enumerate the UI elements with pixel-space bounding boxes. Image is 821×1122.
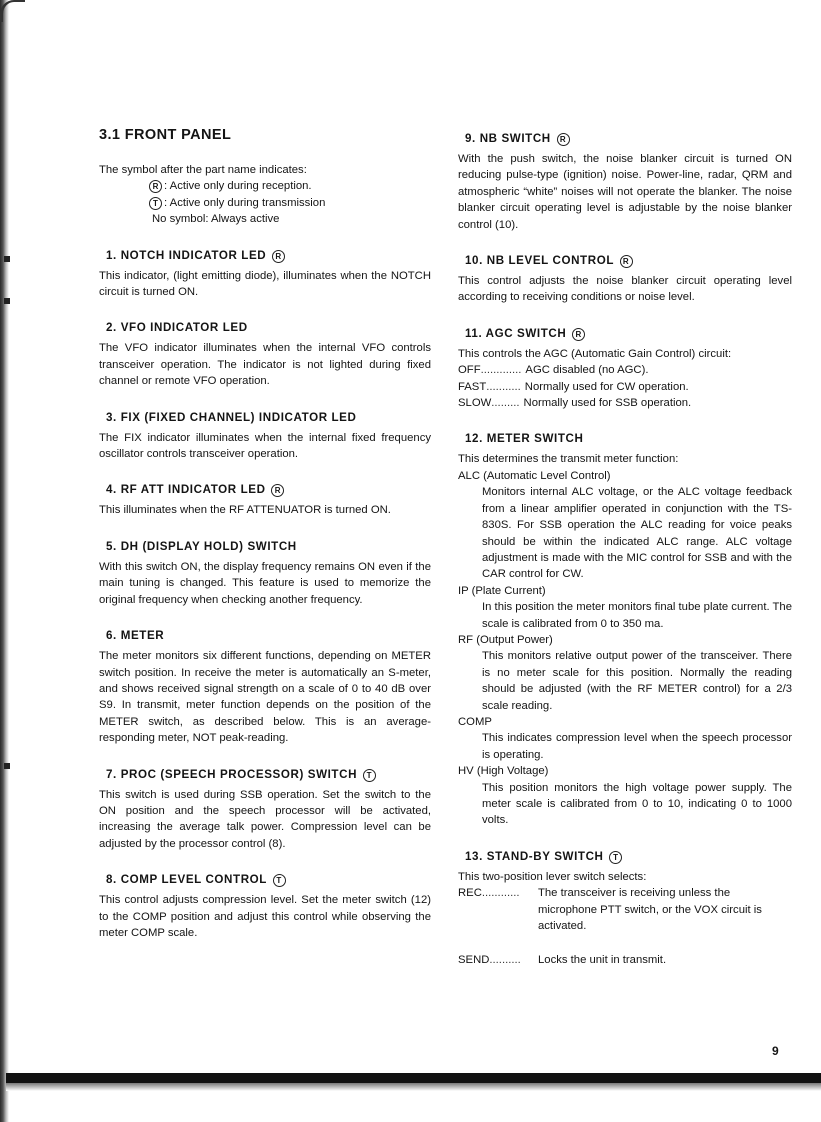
transmit-symbol-icon: T [363, 769, 376, 782]
section-heading: 4. RF ATT INDICATOR LED R [99, 482, 431, 498]
section-heading: 8. COMP LEVEL CONTROL T [99, 872, 431, 888]
scan-margin-mark [4, 298, 10, 304]
section-heading: 11. AGC SWITCH R [458, 326, 792, 342]
section-heading: 5. DH (DISPLAY HOLD) SWITCH [106, 539, 297, 553]
meter-mode-name: RF (Output Power) [458, 633, 553, 646]
meter-mode-text: Monitors internal ALC voltage, or the ALC voltage feedback from a linear amplifier operated in conjunction with the TS-830S. For SSB operation the ALC reading for voice peaks should be within the indicated ALC range. ALC voltage adjustment is made with the MIC control for SSB and with the CAR control for CW. [482, 486, 792, 581]
bottom-rule [6, 1073, 821, 1083]
section-body: With the push switch, the noise blanker circuit is turned ON reducing pulse-type (ignition) noise. Power-line, radar, QRM and atmospheric “white” noises will not operate the blanker. The noise blanker circuit operating level is adjustable by the noise blanker control (10). [458, 153, 792, 231]
meter-mode-text: This indicates compression level when the speech processor is operating. [482, 732, 792, 761]
section-meter-switch [458, 431, 792, 828]
section-heading: 1. NOTCH INDICATOR LED R [99, 248, 431, 264]
section-notch-led [99, 248, 431, 301]
legend-item-always: No symbol: Always active [152, 213, 280, 226]
section-body: The meter monitors six different functions, depending on METER switch position. In receive the meter is automatically an S-meter, and shows received signal strength on a scale of 0 to 40 dB over S9. In transmit, meter function depends on the position of the METER switch, as described below. This is an average-responding meter, NOT peak-reading. [99, 650, 431, 745]
section-body: This control adjusts compression level. Set the meter switch (12) to the COMP position and adjust this control while observing the meter COMP scale. [99, 894, 431, 939]
section-nb-level [458, 253, 792, 306]
standby-option: REC............ The transceiver is receiving unless the microphone PTT switch, or the VOX circuit is activated. [458, 887, 762, 933]
legend-intro: The symbol after the part name indicates: [99, 164, 307, 176]
agc-option: FAST ........... Normally used for CW operation. [458, 380, 689, 393]
section-body: This switch is used during SSB operation. Set the switch to the ON position and the speech processor will be activated, increasing the average talk power. Compression level can be adjusted by the processor control (8). [99, 788, 431, 850]
section-body: This illuminates when the RF ATTENUATOR is turned ON. [99, 504, 391, 517]
section-heading: 12. METER SWITCH [465, 432, 584, 446]
receive-symbol-icon: R [272, 250, 285, 263]
scan-margin-mark [4, 256, 10, 262]
receive-symbol-icon: R [149, 180, 162, 193]
meter-mode-name: HV (High Voltage) [458, 765, 549, 778]
section-proc-switch [99, 767, 431, 853]
section-heading: 7. PROC (SPEECH PROCESSOR) SWITCH T [99, 767, 431, 783]
section-heading: 9. NB SWITCH R [458, 131, 792, 147]
section-heading: 10. NB LEVEL CONTROL R [458, 253, 792, 269]
agc-option: SLOW ......... Normally used for SSB operation. [458, 397, 692, 410]
meter-mode-name: ALC (Automatic Level Control) [458, 469, 611, 482]
section-comp-level [99, 872, 431, 941]
legend-item-receive: R : Active only during reception. [99, 178, 431, 194]
section-body: The VFO indicator illuminates when the internal VFO controls transceiver operation. The indicator is not lighted during fixed channel or remote VFO operation. [99, 342, 431, 388]
agc-option: OFF ............. AGC disabled (no AGC). [458, 364, 649, 377]
section-body: This determines the transmit meter function: [458, 453, 679, 466]
meter-mode-text: This monitors relative output power of the transceiver. There is no meter scale for this position. Normally the reading should be adjusted (with the RF METER control) for a 2/3 scale reading. [482, 650, 792, 712]
receive-symbol-icon: R [572, 328, 585, 341]
legend-item-transmit: T : Active only during transmission [99, 195, 431, 211]
meter-mode-name: IP (Plate Current) [458, 584, 546, 597]
section-body: This indicator, (light emitting diode), illuminates when the NOTCH circuit is turned ON. [99, 269, 431, 299]
section-fix-led [99, 410, 431, 463]
page-title: 3.1 FRONT PANEL [99, 127, 232, 143]
receive-symbol-icon: R [620, 255, 633, 268]
receive-symbol-icon: R [557, 133, 570, 146]
section-meter [99, 628, 431, 746]
receive-symbol-icon: R [271, 484, 284, 497]
scan-binding-edge [0, 0, 9, 1122]
standby-option: SEND.......... Locks the unit in transmit. [458, 954, 667, 967]
section-heading: 2. VFO INDICATOR LED [106, 321, 248, 335]
section-body: This two-position lever switch selects: [458, 870, 647, 883]
section-rf-att-led [99, 482, 431, 518]
transmit-symbol-icon: T [609, 851, 622, 864]
meter-mode-text: This position monitors the high voltage power supply. The meter scale is calibrated from 0 to 10, indicating 0 to 1000 volts. [482, 781, 792, 827]
section-body: This control adjusts the noise blanker circuit operating level according to receiving conditions or noise level. [458, 275, 792, 304]
transmit-symbol-icon: T [273, 874, 286, 887]
section-body: This controls the AGC (Automatic Gain Control) circuit: [458, 347, 732, 360]
scan-margin-mark [4, 763, 10, 769]
section-body: The FIX indicator illuminates when the internal fixed frequency oscillator controls transceiver operation. [99, 431, 431, 461]
right-column [458, 131, 792, 989]
bottom-rule-shadow [6, 1083, 821, 1091]
section-standby-switch [458, 849, 792, 969]
section-agc-switch [458, 326, 792, 412]
section-nb-switch [458, 131, 792, 233]
section-body: With this switch ON, the display frequency remains ON even if the main tuning is changed. This feature is used to memorize the original frequency when checking another frequency. [99, 560, 431, 606]
meter-mode-text: In this position the meter monitors final tube plate current. The scale is calibrated from 0 to 350 ma. [482, 601, 792, 630]
section-heading: 6. METER [106, 629, 165, 643]
section-heading: 13. STAND-BY SWITCH T [458, 849, 792, 865]
transmit-symbol-icon: T [149, 197, 162, 210]
section-vfo-led [99, 320, 431, 389]
page-number: 9 [772, 1044, 779, 1058]
section-dh-switch [99, 539, 431, 608]
left-column [99, 126, 431, 961]
section-heading: 3. FIX (FIXED CHANNEL) INDICATOR LED [106, 410, 357, 424]
scan-corner-curl [0, 0, 25, 22]
symbol-legend [99, 162, 431, 228]
meter-mode-name: COMP [458, 715, 492, 728]
